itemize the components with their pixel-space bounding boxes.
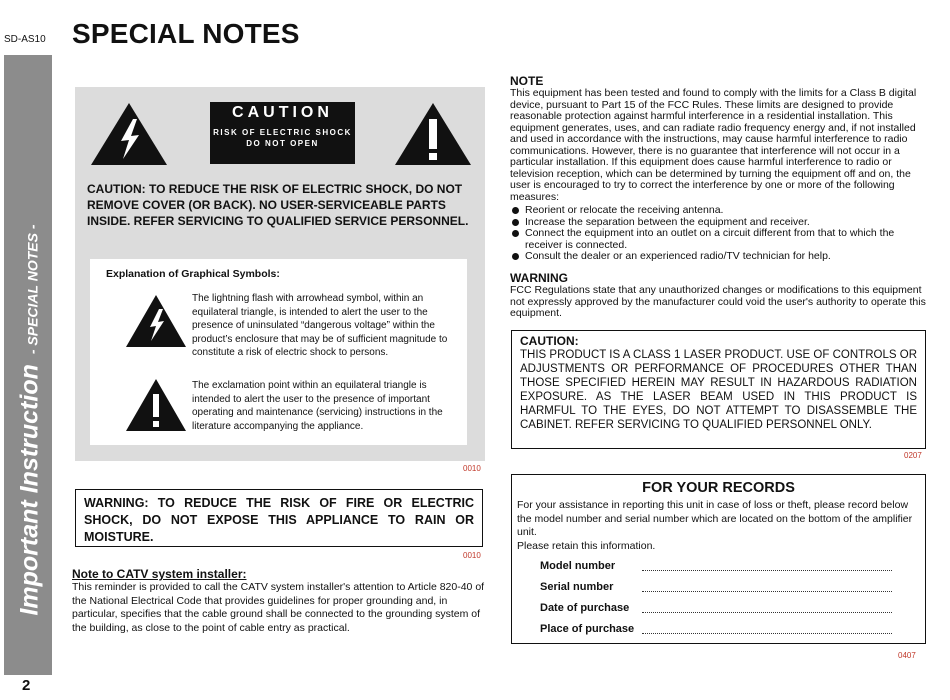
records-body <box>517 499 922 553</box>
sidebar-main-title: Important Instruction <box>15 364 44 616</box>
exclamation-symbol-icon <box>124 377 188 433</box>
note-body: This equipment has been tested and found to comply with the limits for a Class B digital device, pursuant to Part 15 of the FCC Rules. These limits are designed to provide reasonable protection against harmful interference in a residential installation. This equipment generates, uses, and can radiate radio frequency energy and, if not installed and used in accordance with the instructions, may cause harmful interference to radio communications. However, there is no guarantee that interference will not occur in a particular installation. If this equipment does cause harmful interference to radio or television reception, which can be determined by turning the equipment off and on, the user is encouraged to try to correct the interference by one or more of the following measures: <box>510 87 917 203</box>
records-retain: Please retain this information. <box>517 539 656 552</box>
records-code: 0407 <box>898 651 916 660</box>
record-label: Place of purchase <box>540 623 635 635</box>
warning-code: 0010 <box>463 551 481 560</box>
lightning-warning-icon <box>89 101 169 167</box>
symbols-explanation <box>90 259 467 445</box>
record-label: Model number <box>540 560 616 572</box>
page-number: 2 <box>22 677 31 694</box>
caution-label <box>210 102 355 164</box>
laser-code: 0207 <box>904 451 922 460</box>
lightning-symbol-icon <box>124 293 188 349</box>
caution-code: 0010 <box>463 464 481 473</box>
model-number: SD-AS10 <box>4 34 46 45</box>
records-description: For your assistance in reporting this unit in case of loss or theft, please record below the model number and serial number which are located on the bottom of the amplifier unit. <box>517 499 913 538</box>
page-title: SPECIAL NOTES <box>72 18 300 49</box>
caution-label-title: CAUTION <box>232 104 333 121</box>
caution-label-line <box>210 127 355 149</box>
lightning-explanation: The lightning flash with arrowhead symbol, within an equilateral triangle, is intended to alert the user to the presence of uninsulated “dangerous voltage” within the product’s enclosure that may be of sufficient magnitude to constitute a risk of electric shock to persons. <box>192 293 448 358</box>
record-fill-line[interactable] <box>642 612 892 613</box>
list-item: Increase the separation between the equipment and receiver. <box>510 217 928 229</box>
records-title: FOR YOUR RECORDS <box>642 480 795 496</box>
sidebar-text <box>16 224 45 615</box>
record-label: Serial number <box>540 581 614 593</box>
record-fill-line[interactable] <box>642 570 892 571</box>
caution-box <box>75 87 485 461</box>
explanation-title: Explanation of Graphical Symbols: <box>106 268 280 280</box>
exclamation-warning-icon <box>393 101 473 167</box>
caution-label-line-1: RISK OF ELECTRIC SHOCK <box>213 128 352 137</box>
fire-warning-box: WARNING: TO REDUCE THE RISK OF FIRE OR ELECTRIC SHOCK, DO NOT EXPOSE THIS APPLIANCE TO RAIN OR MOISTURE. <box>75 489 483 547</box>
catv-body: This reminder is provided to call the CATV system installer's attention to Article 820-40 of the National Electrical Code that provides guidelines for proper grounding and, in particular, specifies that the cable ground shall be connected to the grounding system of the building, as close to the point of cable entry as practical. <box>72 581 485 634</box>
fcc-warning-heading: WARNING <box>510 271 568 285</box>
caution-text: CAUTION: TO REDUCE THE RISK OF ELECTRIC SHOCK, DO NOT REMOVE COVER (OR BACK). NO USER-SERVICEABLE PARTS INSIDE. REFER SERVICING TO QUALIFIED SERVICE PERSONNEL. <box>87 182 469 228</box>
record-label: Date of purchase <box>540 602 630 614</box>
list-item: Consult the dealer or an experienced radio/TV technician for help. <box>510 251 928 263</box>
exclamation-explanation: The exclamation point within an equilateral triangle is intended to alert the user to the presence of important operating and maintenance (servicing) instructions in the literature accompanying the appliance. <box>192 380 443 432</box>
note-heading: NOTE <box>510 74 544 88</box>
sidebar-sub-title: - SPECIAL NOTES - <box>24 224 41 355</box>
list-item: Connect the equipment into an outlet on a circuit different from that to which the receiver is connected. <box>510 228 928 251</box>
records-box <box>511 474 926 644</box>
catv-heading: Note to CATV system installer: <box>72 567 247 581</box>
laser-caution-title: CAUTION: <box>520 334 579 348</box>
record-fill-line[interactable] <box>642 591 892 592</box>
caution-label-line-2: DO NOT OPEN <box>246 139 319 148</box>
laser-caution-body: THIS PRODUCT IS A CLASS 1 LASER PRODUCT. USE OF CONTROLS OR ADJUSTMENTS OR PERFORMANCE OF PROCEDURES OTHER THAN THOSE SPECIFIED HEREIN MAY RESULT IN HAZARDOUS RADIATION EXPOSURE. AS THE LASER BEAM USED IN THIS PRODUCT IS HARMFUL TO THE EYES, DO NOT ATTEMPT TO DISASSEMBLE THE CABINET. REFER SERVICING TO QUALIFIED PERSONNEL ONLY. <box>520 349 917 431</box>
fcc-warning-body: FCC Regulations state that any unauthorized changes or modifications to this equipment not expressly approved by the manufacturer could void the user's authority to operate this equipment. <box>510 284 926 319</box>
record-fill-line[interactable] <box>642 633 892 634</box>
list-item: Reorient or relocate the receiving antenna. <box>510 205 928 217</box>
laser-caution-box <box>511 330 926 449</box>
note-bullets <box>510 205 928 263</box>
sidebar <box>4 55 52 675</box>
